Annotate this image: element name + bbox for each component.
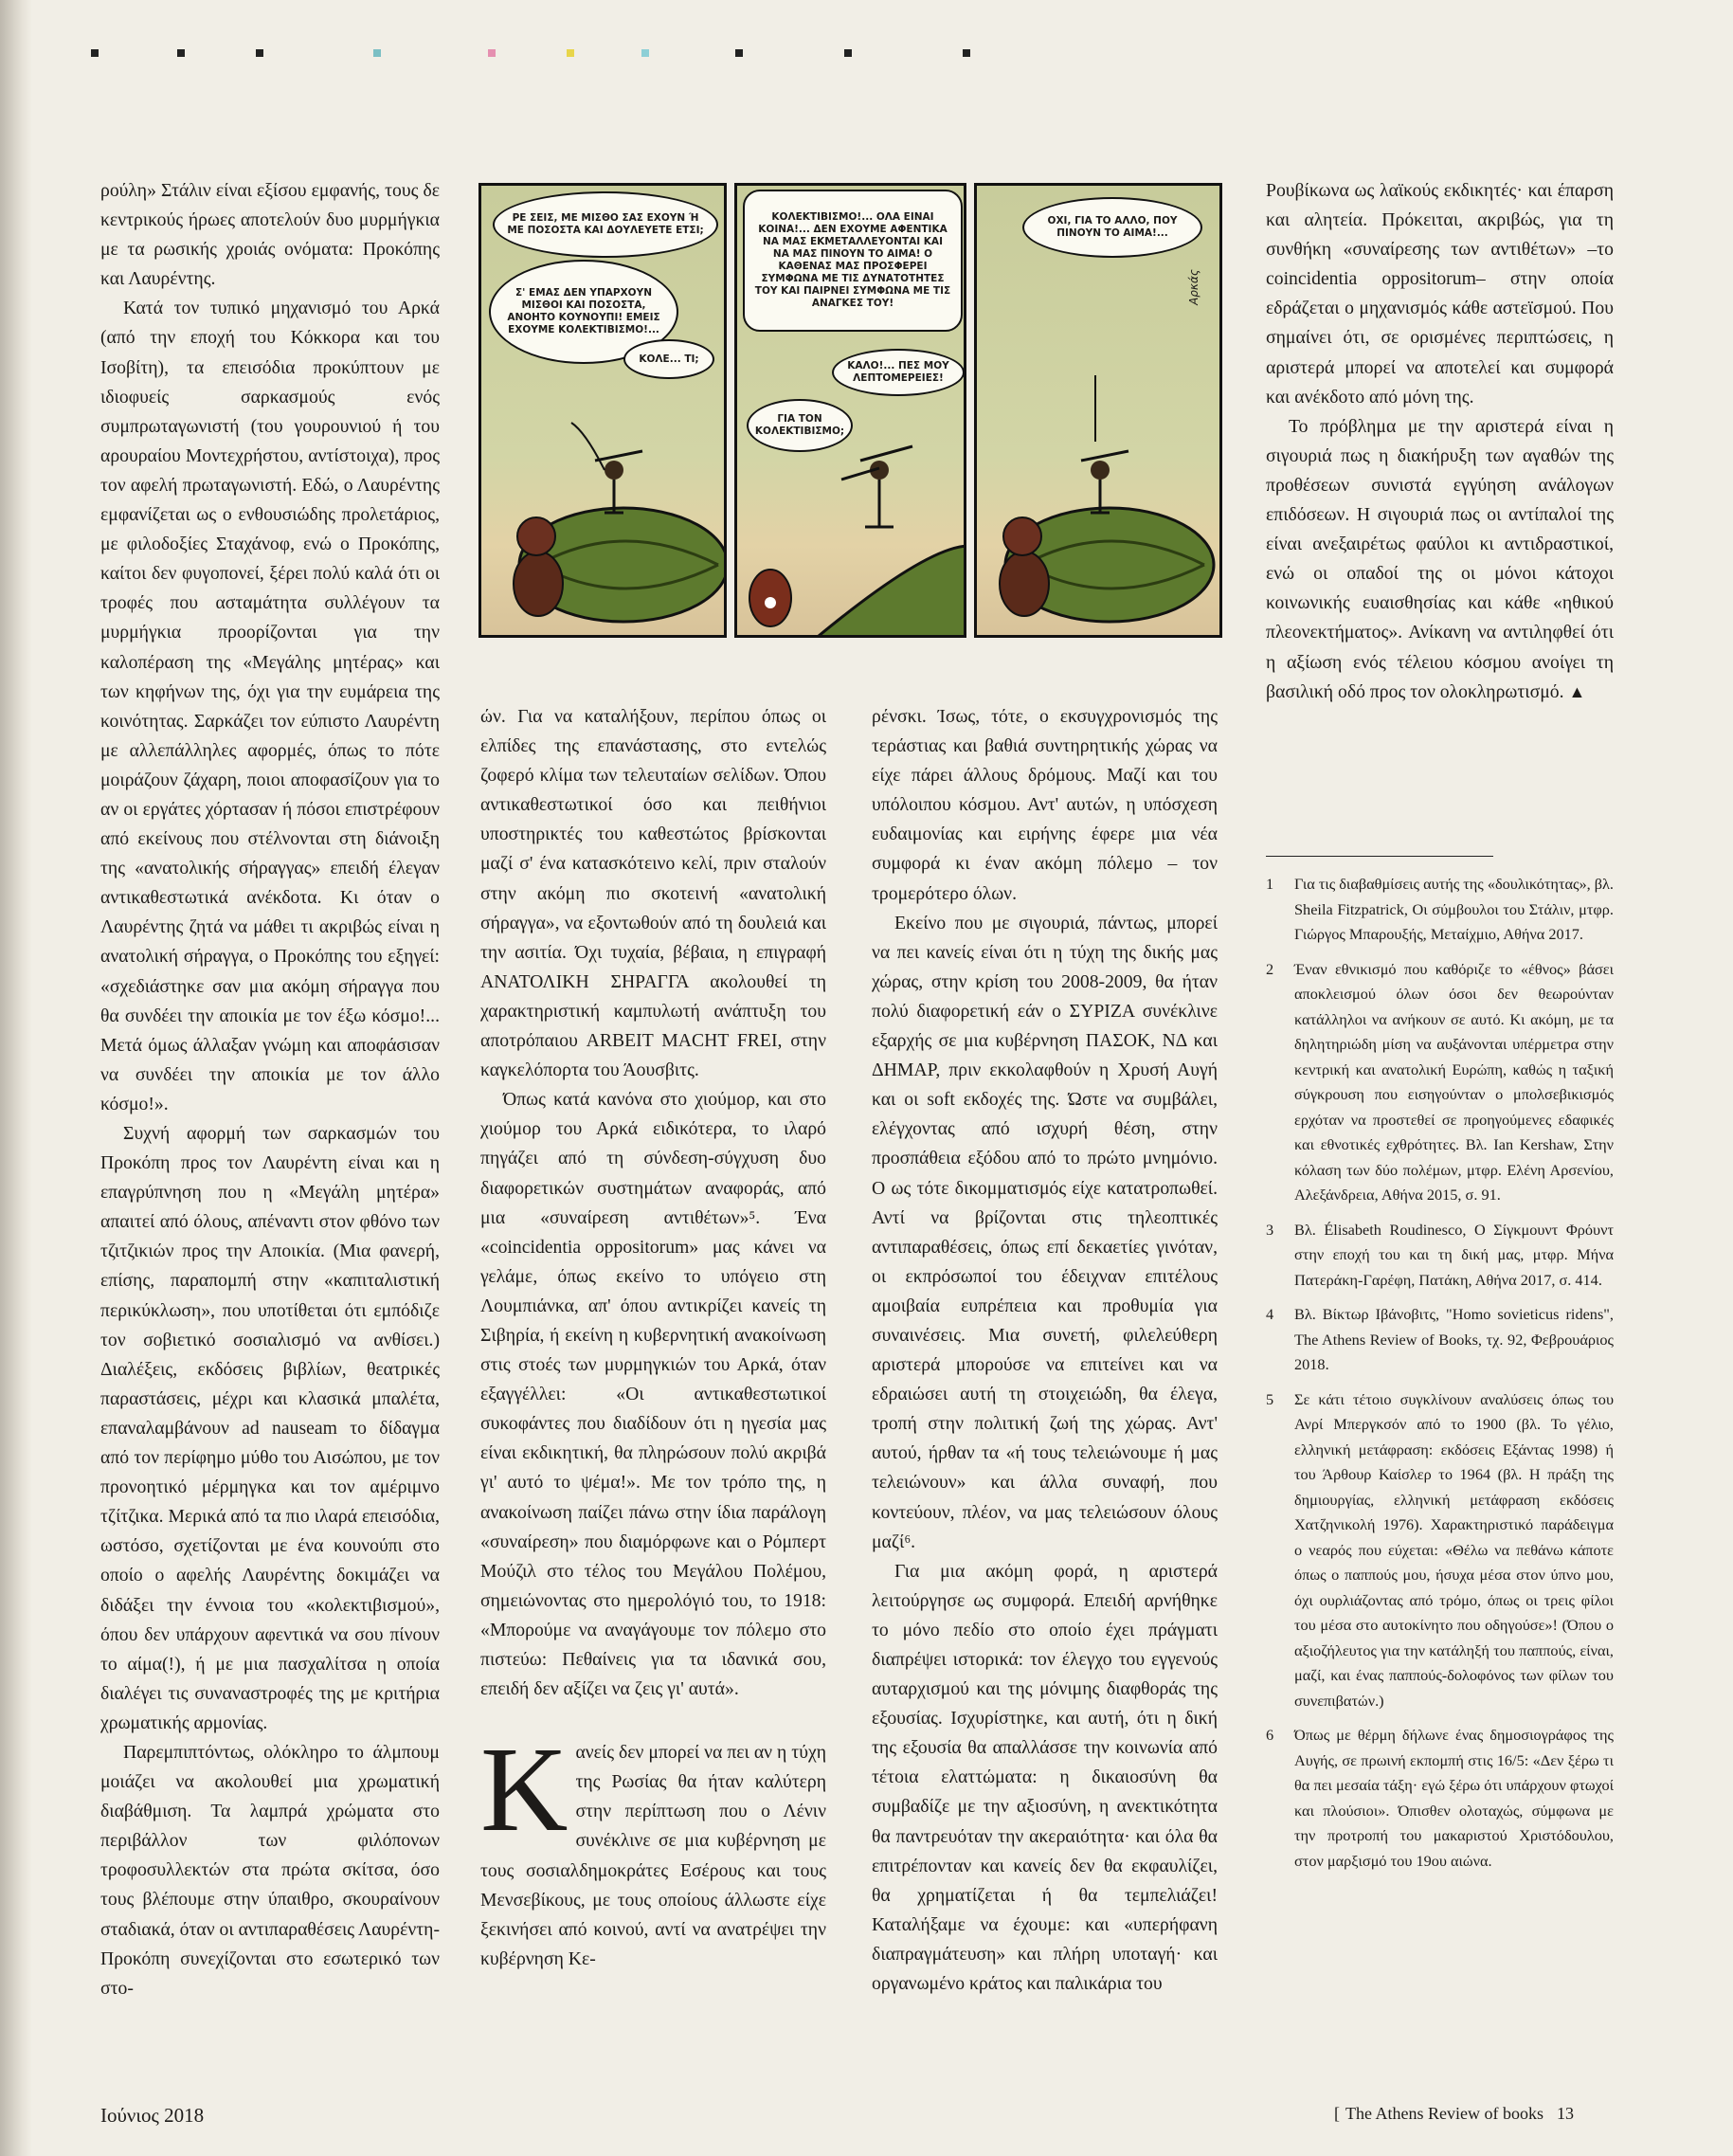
- footnote-text: Έναν εθνικισμό που καθόριζε το «έθνος» βάσει αποκλεισμού όλων όσοι δεν θεωρούνταν κατάλληλοι να ανήκουν σε αυτό. Κι ακόμη, με τα δηλητηριώδη μίση να αυξάνονται υπέρμετρα στην κεντρική και ανατολική Ευρώπη, καθώς η ταξική σύγκρουση που εισηγούνταν ο μπολσεβικισμός ερχόταν να προστεθεί σε προηγούμενες εδαφικές και εθνοτικές εχθρότητες. Βλ. Ian Kershaw, Στην κόλαση των δύο πολέμων, μτφρ. Ελένη Αρσενίου, Αλεξάνδρεια, Αθήνα 2015, σ. 91.: [1294, 959, 1614, 1204]
- page-footer: [1334, 2104, 1574, 2124]
- page-number: 13: [1556, 2104, 1574, 2123]
- footnote-divider: [1266, 856, 1493, 857]
- footnotes: [1266, 872, 1614, 1883]
- article-column-3: [872, 702, 1218, 1999]
- registration-mark: [91, 49, 99, 57]
- footnote-text: Για τις διαβαθμίσεις αυτής της «δουλικότητας», βλ. Sheila Fitzpatrick, Οι σύμβουλοι του Στάλιν, μτφρ. Γιώργος Μπαρουξής, Μεταίχμιο, Αθήνα 2017.: [1294, 875, 1615, 943]
- comic-panel-3: [974, 183, 1222, 638]
- footnote: [1266, 1302, 1614, 1378]
- end-mark-icon: ▲: [1568, 681, 1586, 701]
- paragraph-text: Το πρόβλημα με την αριστερά είναι η σιγουριά πως η διακήρυξη των αγαθών της προθέσεων συνιστά εγγύηση ανάλογων επιδόσεων. Η σιγουριά πως οι αντίπαλοί της είναι ανεξαιρέτως φαύλοι κι αντιδραστικοί, ενώ οι οπαδοί της οι μόνοι κάτοχοι κοινωνικής ευαισθησίας και κάθε «ηθικού πλεονεκτήματος». Ανίκανη να αντιληφθεί ότι η αξίωση ενός τέλειου κόσμου ανοίγει τη βασιλική οδό προς τον ολοκληρωτισμό.: [1266, 415, 1614, 702]
- footnote-number: 5: [1266, 1389, 1274, 1408]
- footnote: [1266, 1723, 1614, 1874]
- paragraph-text: ανείς δεν μπορεί να πει αν η τύχη της Ρωσίας θα ήταν καλύτερη στην περίπτωση που ο Λένιν συνέκλινε σε μια κυβέρνηση με τους σοσιαλδημοκράτες Εσέρους και τους Μενσεβίκους, με τους οποίους άλλωστε είχε ξεκινήσει από κοινού, αντί να ανατρέψει την κυβέρνηση Κε-: [480, 1742, 826, 1969]
- speech-bubble: ΚΟΛΕΚΤΙΒΙΣΜΟ!... ΟΛΑ ΕΙΝΑΙ ΚΟΙΝΑ!... ΔΕΝ ΕΧΟΥΜΕ ΑΦΕΝΤΙΚΑ ΝΑ ΜΑΣ ΕΚΜΕΤΑΛΛΕΥΟΝΤΑΙ ΚΑΙ ΝΑ ΜΑΣ ΠΙΝΟΥΝ ΤΟ ΑΙΜΑ! Ο ΚΑΘΕΝΑΣ ΜΑΣ ΠΡΟΣΦΕΡΕΙ ΣΥΜΦΩΝΑ ΜΕ ΤΙΣ ΔΥΝΑΤΟΤΗΤΕΣ ΤΟΥ ΚΑΙ ΠΑΙΡΝΕΙ ΣΥΜΦΩΝΑ ΜΕ ΤΙΣ ΑΝΑΓΚΕΣ ΤΟΥ!: [743, 190, 963, 332]
- comic-strip: [478, 183, 1222, 638]
- speech-bubble: ΟΧΙ, ΓΙΑ ΤΟ ΑΛΛΟ, ΠΟΥ ΠΙΝΟΥΝ ΤΟ ΑΙΜΑ!...: [1022, 197, 1202, 258]
- article-column-2: [480, 702, 826, 1974]
- artist-signature: Αρκάς: [1186, 269, 1200, 305]
- paragraph: Παρεμπιπτόντως, ολόκληρο το άλμπουμ μοιάζει να ακολουθεί μια χρωματική διαβάθμιση. Τα λαμπρά χρώματα στο περιβάλλον των φιλόπονων τροφοσυλλεκτών στα πρώτα σκίτσα, όσο τους βλέπουμε στην ύπαιθρο, σκουραίνουν σταδιακά, όταν οι αντιπαραθέσεις Λαυρέντη-Προκόπη συνεχίζονται στο εσωτερικό των στο-: [100, 1741, 441, 1999]
- registration-mark: [735, 49, 743, 57]
- paragraph: Κατά τον τυπικό μηχανισμό του Αρκά (από την εποχή του Κόκκορα και του Ισοβίτη), τα επεισόδια προκύπτουν με ιδιοφυείς σαρκασμούς ενός συμπρωταγωνιστή (του γουρουνιού ή του αρουραίου Μοντεχρήστου, αντίστοιχα), προς τον αφελή πρωταγωνιστή. Εδώ, ο Λαυρέντης εμφανίζεται ως ο ενθουσιώδης προλετάριος, με φιλοδοξίες Σταχάνοφ, ενώ ο Προκόπης, καίτοι δεν φυγοπονεί, ξέρει πολύ καλά ότι οι τροφές που ασταμάτητα συλλέγουν τα μυρμήγκια προορίζονται για την καλοπέραση της «Μεγάλης μητέρας» και των κηφήνων της, όχι για την ευμάρεια της κοινότητας. Σαρκάζει τον εύπιστο Λαυρέντη με αλλεπάλληλες αφορμές, όπως το πότε μοιράζουν ζάχαρη, ποιοι αποφασίζουν για το αν οι εργάτες χόρτασαν ή πόσοι επιστρέφουν από εκείνους που στέλνονται στη διάνοιξη της «ανατολικής σήραγγας» επειδή έλεγαν αντικαθεστωτικά ανέκδοτα. Κι όταν ο Λαυρέντης ζητά να μάθει τι ακριβώς είναι η ανατολική σήραγγα, ο Προκόπης του εξηγεί: «σχεδιάστηκε σαν μια ακόμη σήραγγα που θα συνδέει την αποικία με τον έξω κόσμο!... Μετά όμως άλλαξαν γνώμη και αποφάσισαν να συνδέει την αποικία με τον άλλο κόσμο!».: [100, 298, 440, 1114]
- bracket-icon: [: [1334, 2104, 1340, 2123]
- drop-cap: Κ: [480, 1722, 569, 1857]
- paragraph: Εκείνο που με σιγουριά, πάντως, μπορεί να πει κανείς είναι ότι η τύχη της δικής μας χώρας, στην κρίση του 2008-2009, θα ήταν πολύ διαφορετική εάν ο ΣΥΡΙΖΑ συνέκλινε εξαρχής σε μια κυβέρνηση ΠΑΣΟΚ, ΝΔ και ΔΗΜΑΡ, πριν εκκολαφθούν η Χρυσή Αυγή και οι soft εκδοχές της. Ώστε να συμβάλει, ελέγχοντας από ισχυρή θέση, στην προσπάθεια εξόδου από το πρώτο μνημόνιο. Ο ως τότε δικομματισμός είχε κατατροπωθεί. Αντί να βρίζονται στις τηλεοπτικές αντιπαραθέσεις, όπως επί δεκαετίες γινόταν, οι εκπρόσωποί του έδειχναν επιτέλους αμοιβαία ευπρέπεια και προθυμία για συναινέσεις. Μια συνετή, φιλελεύθερη αριστερά μπορούσε να επιτείνει και να εδραιώσει αυτή τη στοιχειώδη, θα έλεγα, τροπή στην πολιτική ζωή της χώρας. Αντ' αυτού, ήρθαν τα «ή τους τελειώνουμε ή μας τελειώνουν» και άλλα συναφή, που κοντεύουν, πλέον, να μας τελειώσουν όλους μαζί⁶.: [872, 912, 1218, 1552]
- issue-date: Ιούνιος 2018: [100, 2104, 205, 2127]
- footnote-number: 2: [1266, 959, 1274, 978]
- paragraph: Συχνή αφορμή των σαρκασμών του Προκόπη προς τον Λαυρέντη είναι και η επαγρύπνηση που η «Μεγάλη μητέρα» απαιτεί από όλους, απέναντι στον φθόνο των τζιτζικιών προς την Αποικία. (Μια φανερή, επίσης, παραπομπή στην «καπιταλιστική περικύκλωση», που υποτίθεται ότι εμπόδιζε τον σοβιετικό σοσιαλισμό να ανθίσει.) Διαλέξεις, εκδόσεις βιβλίων, θεατρικές παραστάσεις, μέχρι και κλασικά μπαλέτα, επαναλαμβάνουν ad nauseam το δίδαγμα από τον περίφημο μύθο του Αισώπου, με τον προνοητικό μέρμηγκα και τον αμέριμνο τζίτζικα. Μερικά από τα πιο ιλαρά επεισόδια, ωστόσο, σχετίζονται με ένα κουνούπι στο οποίο ο αφελής Λαυρέντης δοκιμάζει να διδάξει την έννοια του «κολεκτιβισμού», όπου δεν υπάρχουν αφεντικά να σου πίνουν το αίμα(!), ή με μια πασχαλίτσα η οποία διαλέγει τις συναναστροφές της με κριτήρια χρωματικής αρμονίας.: [100, 1123, 440, 1733]
- binding-gutter: [0, 0, 32, 2156]
- speech-bubble: Σ' ΕΜΑΣ ΔΕΝ ΥΠΑΡΧΟΥΝ ΜΙΣΘΟΙ ΚΑΙ ΠΟΣΟΣΤΑ, ΑΝΟΗΤΟ ΚΟΥΝΟΥΠΙ! ΕΜΕΙΣ ΕΧΟΥΜΕ ΚΟΛΕΚΤΙΒΙΣΜΟ!...: [489, 260, 678, 364]
- paragraph: ρούλη» Στάλιν είναι εξίσου εμφανής, τους δε κεντρικούς ήρωες αποτελούν δυο μυρμήγκια με τα ρωσικής χροιάς ονόματα: Προκόπης και Λαυρέντης.: [100, 180, 440, 290]
- footnote: [1266, 957, 1614, 1208]
- article-column-4: [1266, 176, 1614, 707]
- paragraph: ρένσκι. Ίσως, τότε, ο εκσυγχρονισμός της τεράστιας και βαθιά συντηρητικής χώρας να είχε πάρει άλλους δρόμους. Μαζί και του υπόλοιπου κόσμου. Αντ' αυτών, η υπόσχεση ευδαιμονίας και ειρήνης έφερε μια νέα συμφορά κι έναν ακόμη πόλεμο – τον τρομερότερο όλων.: [872, 706, 1218, 904]
- registration-mark: [963, 49, 970, 57]
- footnote: [1266, 1218, 1614, 1294]
- article-column-1: [100, 176, 440, 2003]
- paragraph: Ρουβίκωνα ως λαϊκούς εκδικητές· και έπαρση και αλητεία. Πρόκειται, ακριβώς, για τη συνθήκη «συναίρεσης των αντιθέτων» –το coincidentia oppositorum– στην οποία εδράζεται ο μηχανισμός κάθε αστεϊσμού. Που σημαίνει ότι, σε ορισμένες περιπτώσεις, η αριστερά μπορεί να αποτελεί και συμφορά και ανέκδοτο από μόνη της.: [1266, 180, 1614, 408]
- registration-mark: [177, 49, 185, 57]
- registration-mark: [488, 49, 496, 57]
- paragraph-with-dropcap: [480, 1722, 826, 1974]
- paragraph: ών. Για να καταλήξουν, περίπου όπως οι ελπίδες της επανάστασης, στο εντελώς ζοφερό κλίμα των τελευταίων σελίδων. Όπου αντικαθεστωτικοί όσο και πειθήνιοι υποστηρικτές του καθεστώτος βρίσκονται μαζί σ' ένα κατασκότεινο κελί, πριν σταλούν στην ακόμη πιο σκοτεινή «ανατολική σήραγγα», να εξοντωθούν από τη δουλειά και την ασιτία. Όχι τυχαία, βέβαια, η επιγραφή ΑΝΑΤΟΛΙΚΗ ΣΗΡΑΓΓΑ ακολουθεί τη χαρακτηριστική καμπυλωτή ανάπτυξη του αποτρόπαιου ARBEIT MACHT FREI, στην καγκελόπορτα του Άουσβιτς.: [480, 706, 826, 1081]
- footnote-text: Βλ. Βίκτωρ Ιβάνοβιτς, "Homo sovieticus ridens", The Athens Review of Books, τχ. 92, Φεβρουάριος 2018.: [1294, 1305, 1614, 1373]
- registration-mark: [567, 49, 574, 57]
- footnote: [1266, 872, 1614, 948]
- registration-mark: [373, 49, 381, 57]
- footnote-number: 6: [1266, 1726, 1274, 1744]
- footnote-number: 1: [1266, 875, 1274, 893]
- speech-bubble: ΓΙΑ ΤΟΝ ΚΟΛΕΚΤΙΒΙΣΜΟ;: [747, 399, 853, 452]
- footnote: [1266, 1387, 1614, 1714]
- footnote-text: Βλ. Élisabeth Roudinesco, Ο Σίγκμουντ Φρόυντ στην εποχή του και τη δική μας, μτφρ. Μήνα Πατεράκη-Γαρέφη, Πατάκη, Αθήνα 2017, σ. 414.: [1294, 1220, 1614, 1289]
- paragraph: [1266, 412, 1614, 707]
- registration-mark: [256, 49, 263, 57]
- paragraph: Όπως κατά κανόνα στο χιούμορ, και στο χιούμορ του Αρκά ειδικότερα, το ιλαρό πηγάζει από τη σύνδεση-σύγχυση δυο διαφορετικών συστημάτων αναφοράς, από μια «συναίρεση αντιθέτων»⁵. Ένα «coincidentia oppositorum» μας κάνει να γελάμε, όπως εκείνο το υπόγειο στη Λουμπιάνκα, απ' όπου αντικρίζει κανείς τη Σιβηρία, ή εκείνη η κυβερνητική ανακοίνωση στις στοές των μυρμηγκιών του Αρκά, όταν εξαγγέλλει: «Οι αντικαθεστωτικοί συκοφάντες που διαδίδουν ότι η ηγεσία μας είναι εκδικητική, θα πληρώσουν πολύ ακριβά γι' αυτό το ψέμα!». Με τον τρόπο της, η ανακοίνωση παίζει πάνω στην ίδια παράλογη «συναίρεση» που διαμόρφωνε και ο Ρόμπερτ Μούζιλ στο τέλος του Μεγάλου Πολέμου, σημειώνοντας στο ημερολόγιό του, το 1918: «Μπορούμε να αναγάγουμε τον πόλεμο στο πιστεύω: Πεθαίνεις για τα ιδανικά σου, επειδή δεν αξίζει να ζεις γι' αυτά».: [480, 1089, 826, 1700]
- registration-mark: [844, 49, 852, 57]
- footnote-text: Όπως με θέρμη δήλωνε ένας δημοσιογράφος της Αυγής, σε πρωινή εκπομπή στις 16/5: «Δεν ξέρω τι θα πει μεσαία τάξη· εγώ ξέρω ότι υπάρχουν φτωχοί και πλούσιοι». Όπισθεν ολοταχώς, σύμφωνα με την προτροπή του μακαριστού Χριστόδουλου, στον μαρξισμό του 19ου αιώνα.: [1294, 1726, 1614, 1870]
- speech-bubble: ΚΑΛΟ!... ΠΕΣ ΜΟΥ ΛΕΠΤΟΜΕΡΕΙΕΣ!: [832, 349, 965, 396]
- footnote-number: 4: [1266, 1305, 1274, 1323]
- speech-bubble: ΚΟΛΕ... ΤΙ;: [623, 339, 714, 379]
- comic-panel-2: [734, 183, 966, 638]
- footnote-text: Σε κάτι τέτοιο συγκλίνουν αναλύσεις όπως του Ανρί Μπεργκσόν από το 1900 (βλ. Το γέλιο, ελληνική μετάφραση: εκδόσεις Εξάντας 1998) ή του Άρθουρ Καίσλερ το 1964 (βλ. Η πράξη της δημιουργίας, ελληνική μετάφραση εκδόσεις Χατζηνικολή 1976). Χαρακτηριστικό παράδειγμα ο νεαρός που εύχεται: «Θέλω να πεθάνω κάποτε όπως ο παππούς μου, ήσυχα μέσα στον ύπνο μου, όχι ουρλιάζοντας από τρόμο, όπως οι τρεις φίλοι του μέσα στο αυτοκίνητο που οδηγούσε»! (Όπου ο αξιοζήλευτος για την κατάληξή του παππούς, είναι, μαζί, και ένας παππούς-δολοφόνος των φίλων του συνεπιβατών.): [1294, 1389, 1614, 1710]
- registration-mark: [641, 49, 649, 57]
- magazine-title: The Athens Review of books: [1345, 2104, 1543, 2123]
- paragraph: Για μια ακόμη φορά, η αριστερά λειτούργησε ως συμφορά. Επειδή αρνήθηκε το μόνο πεδίο στο οποίο έχει πράγματι διαπρέψει ιστορικά: τον έλεγχο του εγγενούς αυταρχισμού και της μόνιμης διαφθοράς της εξουσίας. Ισχυρίστηκε, και αυτή, ότι η δική της εξουσία θα απαλλάσσε την κοινωνία από τέτοια ελαττώματα: η δικαιοσύνη θα συμβαδίζε με την αξιοσύνη, η ανεκτικότητα θα παντρευόταν την ακεραιότητα· και όλα θα επιτρέπονταν και κανείς δεν θα εκφαυλίζει, θα χρηματίζεται ή θα τεμπελιάζει! Καταλήξαμε να έχουμε: και «υπερήφανη διαπραγμάτευση» και πλήρη υποταγή· και οργανωμένο κράτος και παλικάρια του: [872, 1560, 1218, 1995]
- footnote-number: 3: [1266, 1220, 1274, 1239]
- speech-bubble: ΡΕ ΣΕΙΣ, ΜΕ ΜΙΣΘΟ ΣΑΣ ΕΧΟΥΝ Ή ΜΕ ΠΟΣΟΣΤΑ ΚΑΙ ΔΟΥΛΕΥΕΤΕ ΕΤΣΙ;: [493, 191, 718, 258]
- comic-panel-1: [478, 183, 727, 638]
